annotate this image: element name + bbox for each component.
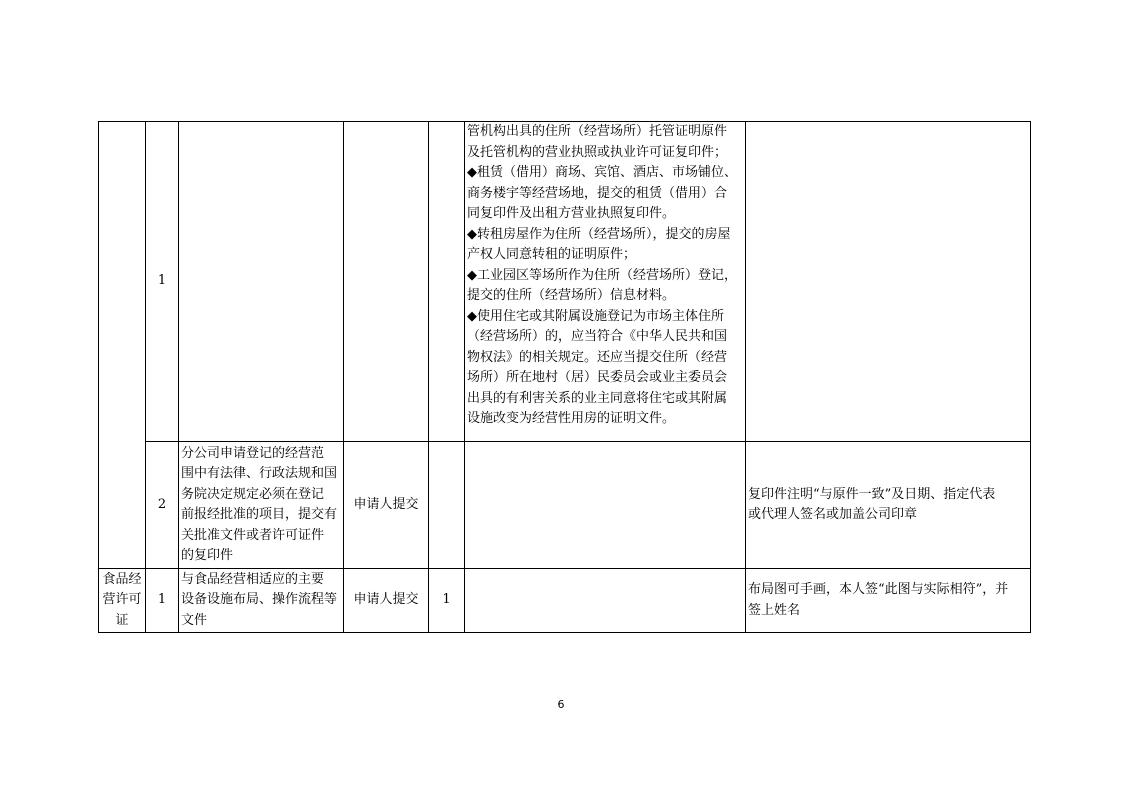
category-line: 证	[115, 612, 129, 628]
material-line: 的复印件	[181, 548, 234, 563]
table-row	[99, 122, 1031, 442]
requirement-line: ◆转租房屋作为住所（经营场所），提交的房屋	[467, 226, 731, 242]
requirement-line: 管机构出具的住所（经营场所）托管证明原件	[467, 124, 728, 139]
requirement-line: 及托管机构的营业执照或执业许可证复印件；	[467, 144, 728, 160]
requirement-line: 产权人同意转租的证明原件；	[467, 247, 637, 262]
index-cell: 1	[146, 569, 179, 633]
requirement-line: 商务楼宇等经营场地，提交的租赁（借用）合	[467, 185, 728, 201]
notes-cell	[746, 442, 1031, 569]
material-line: 前报经批准的项目，提交有	[181, 507, 338, 522]
source-cell: 申请人提交	[344, 442, 429, 569]
material-cell	[179, 569, 344, 633]
material-cell	[179, 442, 344, 569]
requirement-cell	[465, 122, 746, 442]
index-cell: 1	[146, 122, 179, 442]
requirement-line: 物权法》的相关规定。还应当提交住所（经营	[467, 349, 728, 365]
category-cell	[99, 569, 146, 633]
requirement-line: 同复印件及出租方营业执照复印件。	[467, 206, 676, 221]
source-cell: 申请人提交	[344, 569, 429, 633]
requirement-line: ◆使用住宅或其附属设施登记为市场主体住所	[467, 308, 724, 324]
notes-line: 或代理人签名或加盖公司印章	[748, 507, 918, 522]
requirement-line: （经营场所）的，应当符合《中华人民共和国	[467, 329, 728, 344]
notes-line: 布局图可手画，本人签“此图与实际相符”，并	[748, 582, 1009, 597]
category-cell	[99, 122, 146, 569]
notes-line: 复印件注明“与原件一致”及日期、指定代表	[748, 486, 996, 502]
notes-cell	[746, 569, 1031, 633]
category-line: 食品经	[102, 571, 142, 587]
index-cell: 2	[146, 442, 179, 569]
requirement-line: 提交的住所（经营场所）信息材料。	[467, 288, 676, 303]
requirement-line: 出具的有利害关系的业主同意将住宅或其附属	[467, 390, 728, 406]
copies-cell: 1	[429, 569, 465, 633]
material-line: 务院决定规定必须在登记	[181, 486, 325, 502]
table-row	[99, 442, 1031, 569]
material-line: 围中有法律、行政法规和国	[181, 466, 338, 481]
page-number: 6	[557, 698, 565, 711]
copies-cell	[429, 442, 465, 569]
table-row	[99, 569, 1031, 633]
material-line: 文件	[181, 612, 208, 628]
source-cell	[344, 122, 429, 442]
notes-cell	[746, 122, 1031, 442]
requirement-line: 场所）所在地村（居）民委员会或业主委员会	[467, 370, 728, 385]
requirement-line: 设施改变为经营性用房的证明文件。	[467, 411, 676, 426]
material-line: 关批准文件或者许可证件	[181, 527, 325, 543]
requirement-line: ◆工业园区等场所作为住所（经营场所）登记，	[467, 267, 737, 283]
requirements-table	[98, 121, 1031, 633]
material-line: 与食品经营相适应的主要	[181, 571, 325, 587]
requirement-cell	[465, 569, 746, 633]
requirement-line: ◆租赁（借用）商场、宾馆、酒店、市场铺位、	[467, 165, 737, 180]
notes-line: 签上姓名	[748, 602, 801, 618]
material-line: 分公司申请登记的经营范	[181, 445, 325, 461]
category-line: 营许可	[102, 592, 142, 608]
material-cell	[179, 122, 344, 442]
copies-cell	[429, 122, 465, 442]
requirement-cell	[465, 442, 746, 569]
material-line: 设备设施布局、操作流程等	[181, 592, 338, 608]
